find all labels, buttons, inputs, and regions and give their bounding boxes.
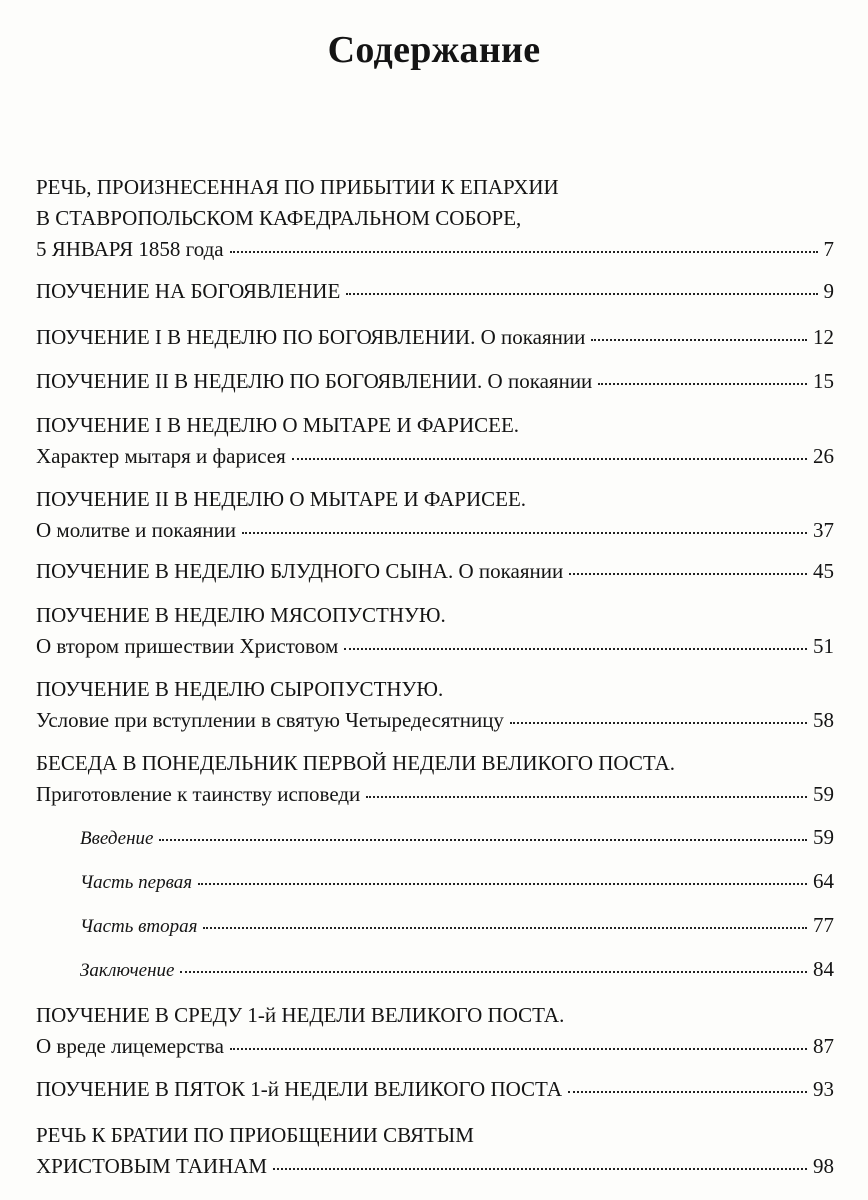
toc-entry[interactable] xyxy=(36,322,834,353)
dot-leader xyxy=(273,1168,807,1170)
dot-leader xyxy=(230,1048,807,1050)
toc-entry[interactable] xyxy=(36,276,834,307)
toc-entry[interactable] xyxy=(36,1000,834,1062)
toc-entry-leader-row xyxy=(80,910,834,942)
page-number: 7 xyxy=(823,237,834,261)
toc-entry-title-line: Часть вторая xyxy=(80,916,198,937)
toc-subentry[interactable] xyxy=(80,910,834,942)
toc-entry-leader-row xyxy=(36,234,834,265)
page-number: 26 xyxy=(813,444,834,468)
page-number: 93 xyxy=(813,1077,834,1101)
page-number: 9 xyxy=(823,279,834,303)
page-number: 64 xyxy=(813,869,834,893)
toc-entry[interactable] xyxy=(36,748,834,810)
toc-entry-title-line: ПОУЧЕНИЕ НА БОГОЯВЛЕНИЕ xyxy=(36,279,341,303)
toc-entry-title-line: Введение xyxy=(80,828,154,849)
toc-entry-title-line: ПОУЧЕНИЕ В НЕДЕЛЮ СЫРОПУСТНУЮ. xyxy=(36,677,444,701)
toc-subentry[interactable] xyxy=(80,954,834,986)
page-number: 37 xyxy=(813,518,834,542)
toc-entry-title-line: ПОУЧЕНИЕ I В НЕДЕЛЮ О МЫТАРЕ И ФАРИСЕЕ. xyxy=(36,413,520,437)
dot-leader xyxy=(366,796,807,798)
toc-entry-title-line: ПОУЧЕНИЕ В ПЯТОК 1-й НЕДЕЛИ ВЕЛИКОГО ПОСТА xyxy=(36,1077,563,1101)
toc-entry-title-line: РЕЧЬ К БРАТИИ ПО ПРИОБЩЕНИИ СВЯТЫМ xyxy=(36,1123,474,1147)
toc-entry-title-line: Заключение xyxy=(80,960,175,981)
dot-leader xyxy=(242,532,807,534)
page-number: 58 xyxy=(813,708,834,732)
page-number: 59 xyxy=(813,782,834,806)
toc-entry[interactable] xyxy=(36,366,834,397)
dot-leader xyxy=(568,1091,807,1093)
dot-leader xyxy=(569,573,807,575)
toc-entry-title-line: О вреде лицемерства xyxy=(36,1034,224,1058)
toc-entry-leader-row xyxy=(80,954,834,986)
toc-entry-leader-row xyxy=(36,441,834,472)
toc-entry-title-line: ПОУЧЕНИЕ I В НЕДЕЛЮ ПО БОГОЯВЛЕНИИ. О покаянии xyxy=(36,325,586,349)
toc-entry-leader-row xyxy=(36,779,834,810)
toc-entry-leader-row xyxy=(80,866,834,898)
toc-entry-title-line: РЕЧЬ, ПРОИЗНЕСЕННАЯ ПО ПРИБЫТИИ К ЕПАРХИИ xyxy=(36,175,559,199)
toc-entry-title-line: Условие при вступлении в святую Четыредесятницу xyxy=(36,708,504,732)
toc-entry-title-line: ПОУЧЕНИЕ II В НЕДЕЛЮ О МЫТАРЕ И ФАРИСЕЕ. xyxy=(36,487,527,511)
dot-leader xyxy=(346,293,817,295)
toc-entry-title-line: ПОУЧЕНИЕ II В НЕДЕЛЮ ПО БОГОЯВЛЕНИИ. О покаянии xyxy=(36,369,593,393)
toc-entry[interactable] xyxy=(36,484,834,546)
page-number: 87 xyxy=(813,1034,834,1058)
toc-entry-title-line: БЕСЕДА В ПОНЕДЕЛЬНИК ПЕРВОЙ НЕДЕЛИ ВЕЛИКОГО ПОСТА. xyxy=(36,751,676,775)
toc-entry-leader-row xyxy=(36,276,834,307)
toc-subentry[interactable] xyxy=(80,866,834,898)
toc-entry[interactable] xyxy=(36,674,834,736)
toc-entry-leader-row xyxy=(36,515,834,546)
dot-leader xyxy=(292,458,807,460)
toc-entry-leader-row xyxy=(36,322,834,353)
toc-entry-title-line: ПОУЧЕНИЕ В НЕДЕЛЮ МЯСОПУСТНУЮ. xyxy=(36,603,446,627)
page-number: 45 xyxy=(813,559,834,583)
page-number: 51 xyxy=(813,634,834,658)
toc-entry-title-line: ПОУЧЕНИЕ В НЕДЕЛЮ БЛУДНОГО СЫНА. О покаянии xyxy=(36,559,564,583)
toc-entry-leader-row xyxy=(36,1074,834,1105)
toc-entry[interactable] xyxy=(36,172,834,265)
toc-entry-title-line: Часть первая xyxy=(80,872,193,893)
dot-leader xyxy=(203,927,807,929)
toc-entry[interactable] xyxy=(36,556,834,587)
page-title: Содержание xyxy=(327,29,541,71)
page-number: 98 xyxy=(813,1154,834,1178)
toc-entry[interactable] xyxy=(36,600,834,662)
dot-leader xyxy=(510,722,807,724)
toc-entry[interactable] xyxy=(36,1074,834,1105)
toc-entry-leader-row xyxy=(36,1031,834,1062)
toc-entry[interactable] xyxy=(36,410,834,472)
dot-leader xyxy=(344,648,807,650)
dot-leader xyxy=(598,383,807,385)
dot-leader xyxy=(180,971,807,973)
toc-entry-title-line: В СТАВРОПОЛЬСКОМ КАФЕДРАЛЬНОМ СОБОРЕ, xyxy=(36,206,522,230)
toc-entry-leader-row xyxy=(36,556,834,587)
page-number: 12 xyxy=(813,325,834,349)
dot-leader xyxy=(198,883,807,885)
toc-entry-title-line: 5 ЯНВАРЯ 1858 года xyxy=(36,237,224,261)
toc-entry-leader-row xyxy=(36,1151,834,1182)
toc-entry[interactable] xyxy=(36,1120,834,1182)
dot-leader xyxy=(591,339,807,341)
toc-entry-title-line: ХРИСТОВЫМ ТАИНАМ xyxy=(36,1154,268,1178)
toc-entry-title-line: Приготовление к таинству исповеди xyxy=(36,782,361,806)
page-number: 77 xyxy=(813,913,834,937)
dot-leader xyxy=(230,251,818,253)
toc-entry-title-line: Характер мытаря и фарисея xyxy=(36,444,286,468)
page-number: 84 xyxy=(813,957,834,981)
toc-entry-leader-row xyxy=(36,705,834,736)
page-number: 59 xyxy=(813,825,834,849)
toc-entry-title-line: О молитве и покаянии xyxy=(36,518,236,542)
toc-subentry[interactable] xyxy=(80,822,834,854)
toc-entry-title-line: О втором пришествии Христовом xyxy=(36,634,339,658)
page-number: 15 xyxy=(813,369,834,393)
toc-entry-title-line: ПОУЧЕНИЕ В СРЕДУ 1-й НЕДЕЛИ ВЕЛИКОГО ПОСТА. xyxy=(36,1003,565,1027)
toc-entry-leader-row xyxy=(80,822,834,854)
toc-entry-leader-row xyxy=(36,631,834,662)
toc-entry-leader-row xyxy=(36,366,834,397)
dot-leader xyxy=(159,839,807,841)
